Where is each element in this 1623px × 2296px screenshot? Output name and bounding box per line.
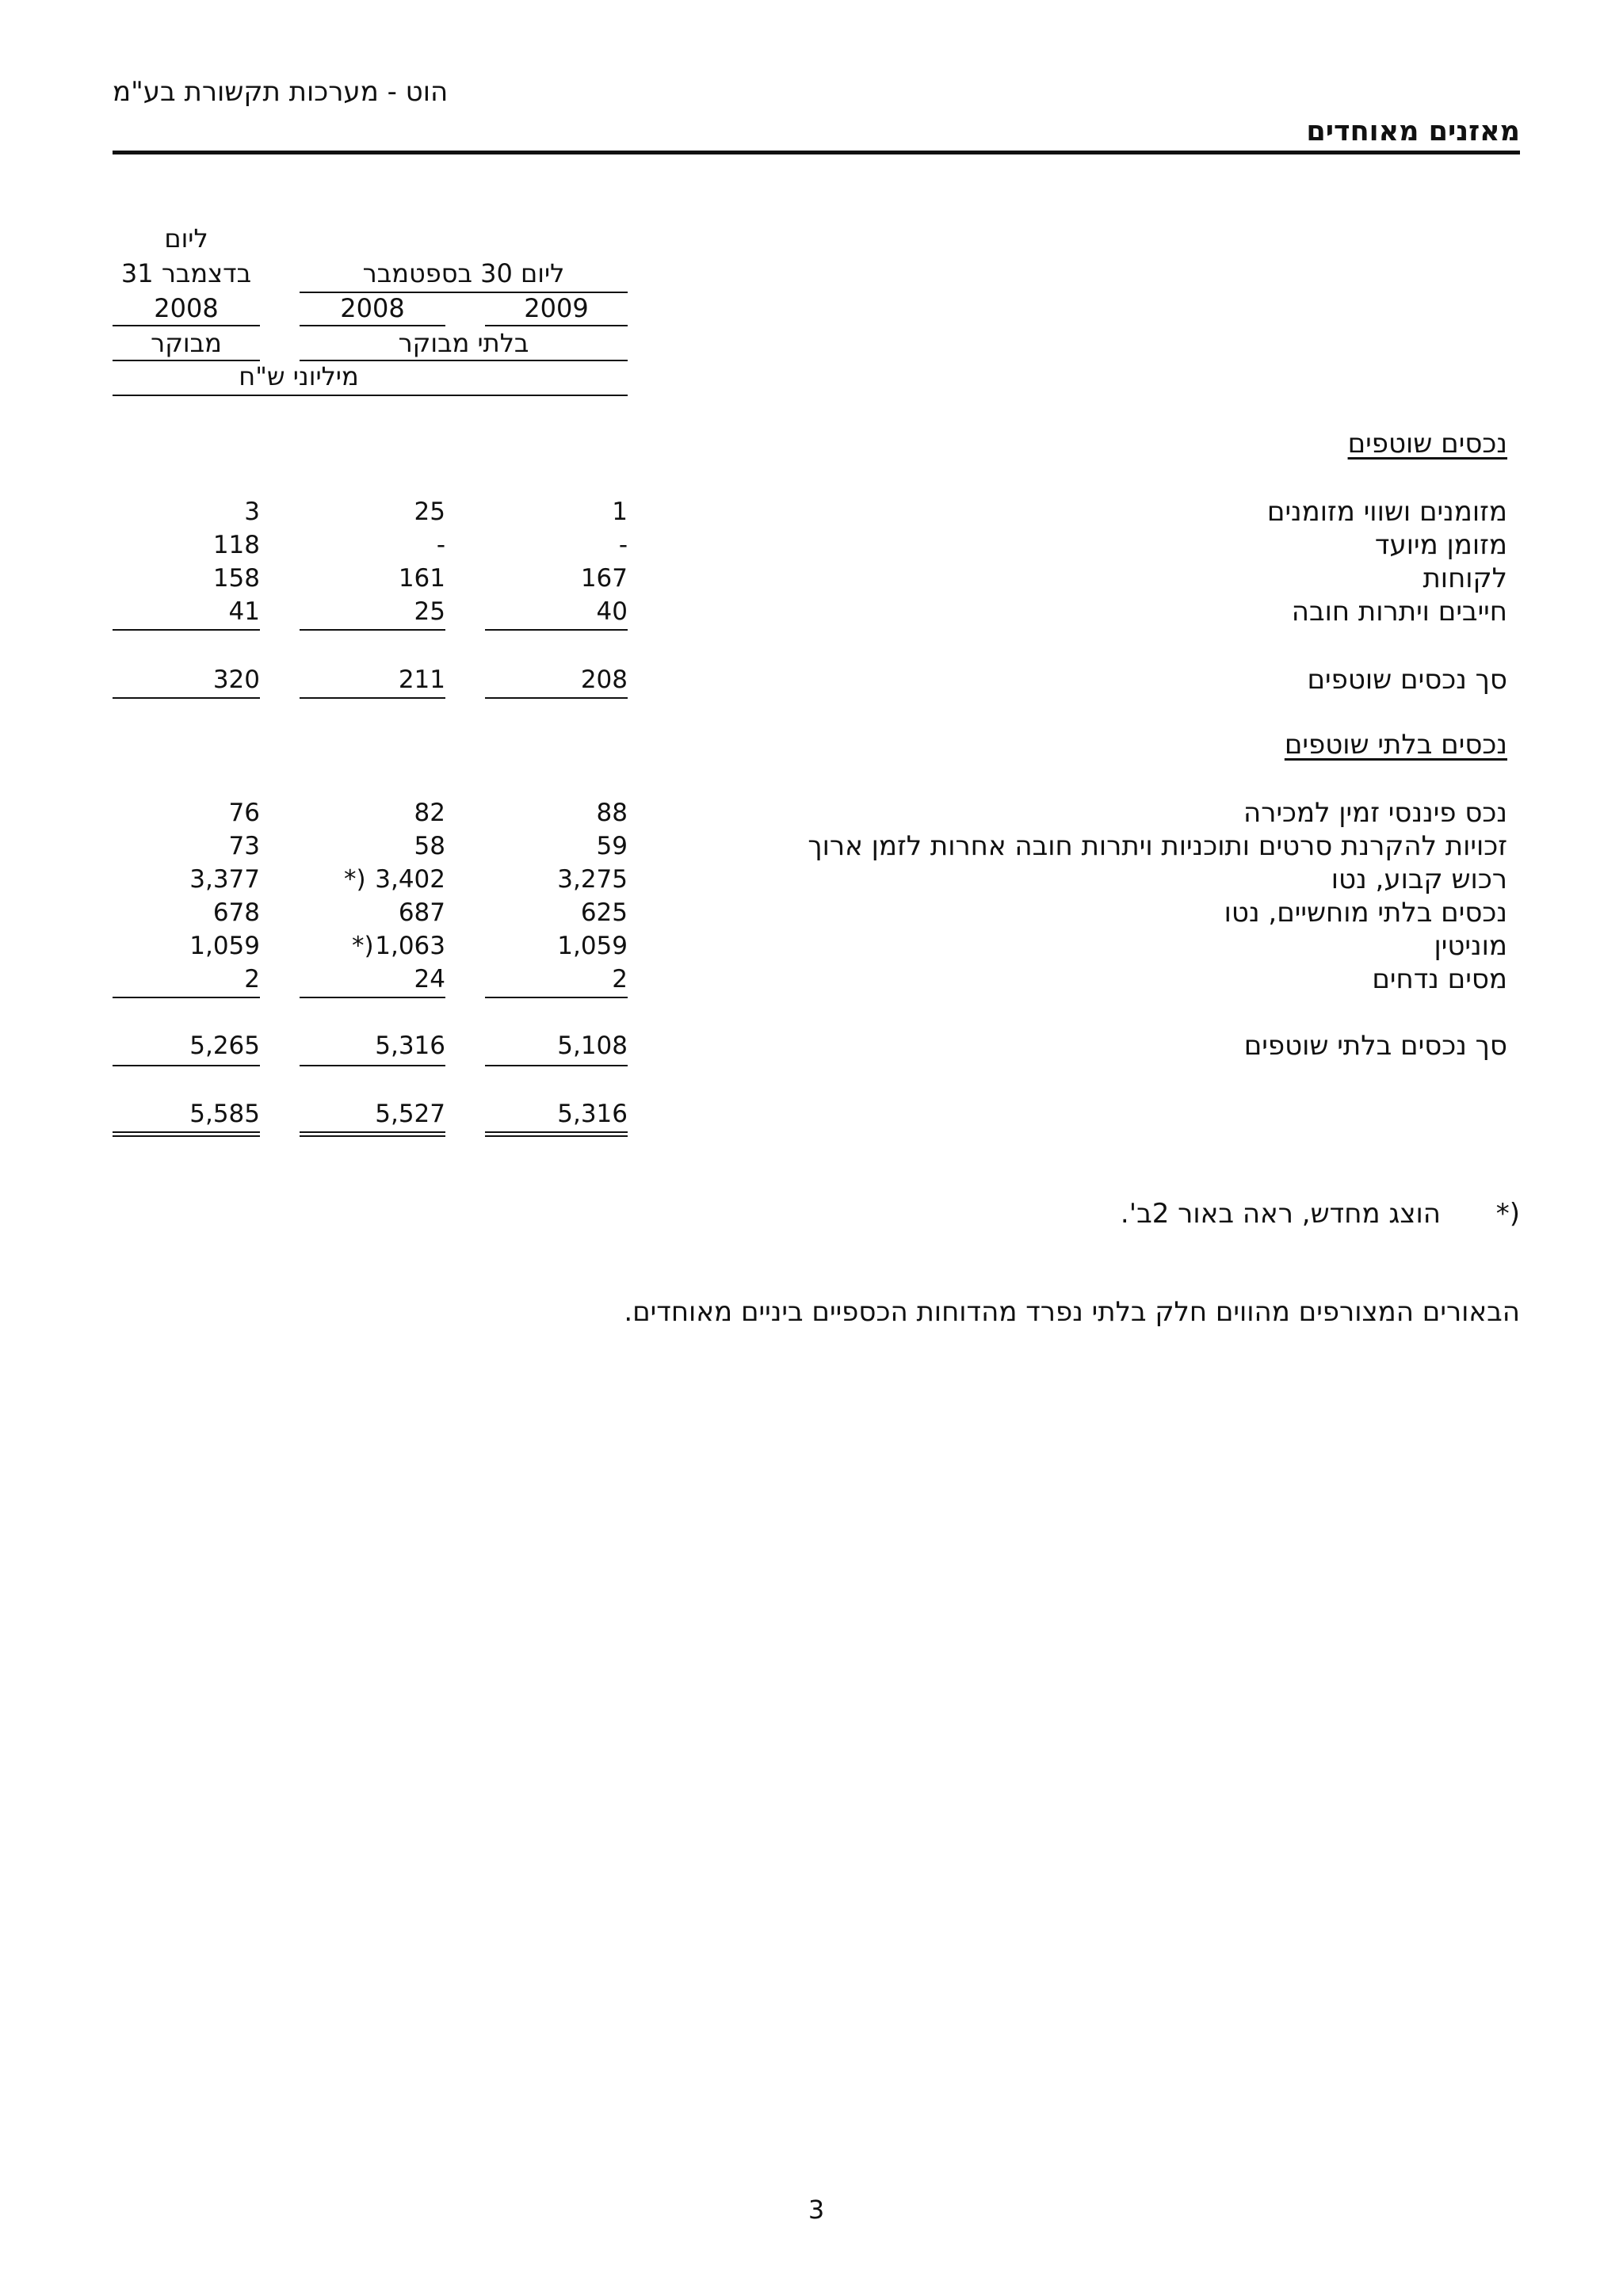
value-2008-dec: 1,059 bbox=[189, 932, 260, 960]
document-title: מאזנים מאוחדים bbox=[1306, 116, 1520, 147]
year-rule-2009 bbox=[485, 325, 628, 326]
total-2008-sep: 5,316 bbox=[375, 1032, 445, 1060]
year-2008-sep-header: 2008 bbox=[340, 293, 405, 323]
row-label: נכסים בלתי מוחשיים, נטו bbox=[1224, 897, 1507, 929]
grand-total-2008-sep: 5,527 bbox=[375, 1100, 445, 1128]
subtotal-rule bbox=[300, 629, 445, 631]
value-2008-sep: 25 bbox=[414, 597, 445, 626]
grand-total-2009: 5,316 bbox=[557, 1100, 628, 1128]
grand-total-double-rule bbox=[485, 1131, 628, 1137]
row-label: מוניטין bbox=[1434, 930, 1507, 962]
restated-mark: *) bbox=[352, 932, 374, 960]
value-2009: 1 bbox=[612, 498, 628, 526]
value-2008-dec: 118 bbox=[212, 531, 260, 559]
total-2008-dec: 320 bbox=[212, 666, 260, 694]
value-2008-dec: 41 bbox=[228, 597, 260, 626]
year-2009-header: 2009 bbox=[524, 293, 589, 323]
value-2009: 59 bbox=[596, 832, 628, 860]
value-2008-sep: 24 bbox=[414, 965, 445, 994]
value-2008-sep: 58 bbox=[414, 832, 445, 860]
current-assets-heading: נכסים שוטפים bbox=[1347, 428, 1507, 460]
value-2008-sep: 1,063 bbox=[375, 932, 445, 960]
footnote-mark: *) bbox=[1495, 1198, 1520, 1230]
subtotal-rule bbox=[485, 629, 628, 631]
header-rule bbox=[113, 151, 1520, 154]
value-2009: 1,059 bbox=[557, 932, 628, 960]
row-label: רכוש קבוע, נטו bbox=[1331, 864, 1507, 895]
grand-total-double-rule bbox=[300, 1131, 445, 1137]
value-2008-dec: 2 bbox=[244, 965, 260, 994]
total-rule bbox=[113, 697, 260, 699]
value-2009: - bbox=[618, 531, 628, 559]
total-rule bbox=[300, 1065, 445, 1066]
total-2008-sep: 211 bbox=[398, 666, 445, 694]
value-2009: 40 bbox=[596, 597, 628, 626]
value-2009: 625 bbox=[580, 898, 628, 927]
value-2009: 88 bbox=[596, 799, 628, 827]
year-rule-2008-dec bbox=[113, 325, 260, 326]
value-2008-dec: 3,377 bbox=[189, 865, 260, 894]
row-label: מסים נדחים bbox=[1372, 963, 1507, 995]
value-2009: 3,275 bbox=[557, 865, 628, 894]
subtotal-rule bbox=[113, 997, 260, 998]
row-label: מזומנים ושווי מזומנים bbox=[1266, 496, 1507, 528]
value-2008-sep: 687 bbox=[398, 898, 445, 927]
total-rule bbox=[300, 697, 445, 699]
row-label: חייבים ויתרות חובה bbox=[1291, 596, 1507, 627]
row-label: זכויות להקרנת סרטים ותוכניות ויתרות חובה אחרות לזמן ארוך bbox=[808, 830, 1507, 862]
value-2008-dec: 73 bbox=[228, 832, 260, 860]
non-current-assets-heading: נכסים בלתי שוטפים bbox=[1284, 729, 1507, 761]
grand-total-2008-dec: 5,585 bbox=[189, 1100, 260, 1128]
unaudited-label: בלתי מבוקר bbox=[398, 328, 529, 358]
value-2008-sep: 82 bbox=[414, 799, 445, 827]
page-number: 3 bbox=[808, 2195, 825, 2225]
total-label: סך נכסים בלתי שוטפים bbox=[1243, 1030, 1507, 1062]
year-rule-2008-sep bbox=[300, 325, 445, 326]
total-2009: 5,108 bbox=[557, 1032, 628, 1060]
dec-header-line1: ליום bbox=[164, 223, 208, 254]
value-2008-dec: 76 bbox=[228, 799, 260, 827]
value-2008-dec: 678 bbox=[212, 898, 260, 927]
audited-label: מבוקר bbox=[151, 328, 222, 358]
sep-header: ליום 30 בספטמבר bbox=[362, 258, 565, 288]
units-label: מיליוני ש"ח bbox=[239, 361, 359, 391]
subtotal-rule bbox=[300, 997, 445, 998]
value-2008-dec: 158 bbox=[212, 564, 260, 593]
company-name: הוט - מערכות תקשורת בע"מ bbox=[113, 76, 449, 108]
dec-header-line2: 31 בדצמבר bbox=[120, 258, 252, 288]
value-2008-dec: 3 bbox=[244, 498, 260, 526]
total-2008-dec: 5,265 bbox=[189, 1032, 260, 1060]
value-2008-sep: 25 bbox=[414, 498, 445, 526]
row-label: נכס פיננסי זמין למכירה bbox=[1243, 797, 1507, 829]
value-2008-sep: 3,402 bbox=[375, 865, 445, 894]
year-2008-dec-header: 2008 bbox=[154, 293, 219, 323]
restated-mark: *) bbox=[344, 865, 366, 894]
notes-statement: הבאורים המצורפים מהווים חלק בלתי נפרד מהדוחות הכספיים ביניים מאוחדים. bbox=[624, 1296, 1520, 1328]
total-rule bbox=[485, 697, 628, 699]
subtotal-rule bbox=[113, 629, 260, 631]
total-label: סך נכסים שוטפים bbox=[1307, 664, 1507, 696]
total-rule bbox=[485, 1065, 628, 1066]
subtotal-rule bbox=[485, 997, 628, 998]
value-2008-sep: - bbox=[436, 531, 445, 559]
value-2009: 167 bbox=[580, 564, 628, 593]
footnote-text: הוצג מחדש, ראה באור 2ב'. bbox=[1120, 1198, 1441, 1230]
value-2009: 2 bbox=[612, 965, 628, 994]
row-label: מזומן מיועד bbox=[1374, 529, 1507, 561]
value-2008-sep: 161 bbox=[398, 564, 445, 593]
units-rule bbox=[113, 395, 628, 396]
total-rule bbox=[113, 1065, 260, 1066]
grand-total-double-rule bbox=[113, 1131, 260, 1137]
total-2009: 208 bbox=[580, 666, 628, 694]
row-label: לקוחות bbox=[1423, 563, 1507, 594]
